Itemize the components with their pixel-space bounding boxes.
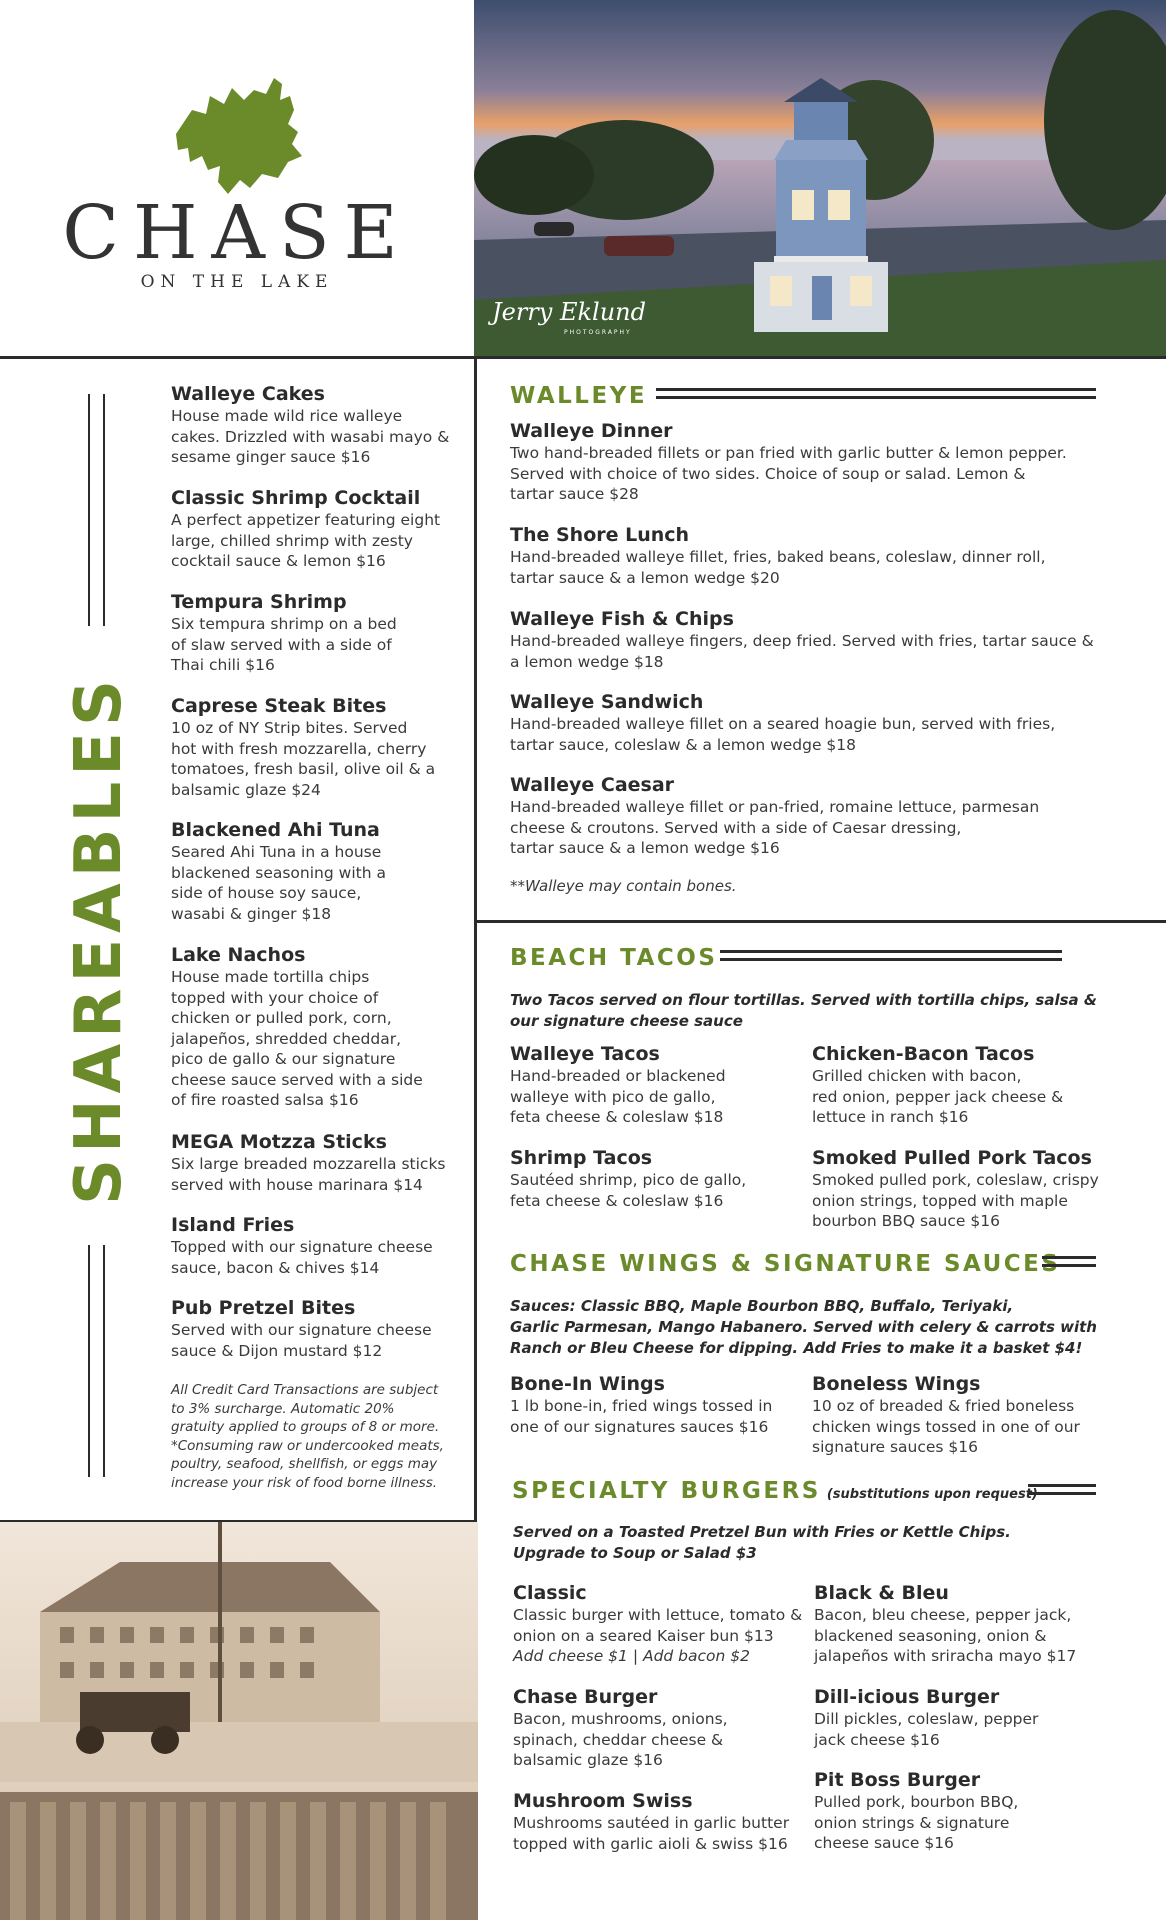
menu-item-description bbox=[171, 718, 471, 800]
menu-item bbox=[812, 1373, 1112, 1458]
text-line: Garlic Parmesan, Mango Habanero. Served with celery & carrots with bbox=[510, 1318, 1097, 1336]
menu-item bbox=[513, 1790, 813, 1854]
menu-item-description-line: feta cheese & coleslaw $16 bbox=[510, 1191, 724, 1210]
shareables-rule-bottom-2 bbox=[103, 1245, 105, 1477]
text-line: All Credit Card Transactions are subject bbox=[171, 1382, 439, 1398]
menu-item bbox=[510, 1147, 810, 1211]
menu-item-name: Blackened Ahi Tuna bbox=[171, 819, 380, 841]
menu-item-description-line: Grilled chicken with bacon, bbox=[812, 1067, 1022, 1085]
menu-item-description-line: Seared Ahi Tuna in a house bbox=[171, 843, 382, 861]
menu-item-description-line: House made wild rice walleye bbox=[171, 407, 403, 425]
burgers-intro bbox=[513, 1522, 1153, 1564]
menu-item-description bbox=[171, 1320, 471, 1361]
menu-item-description bbox=[814, 1605, 1114, 1667]
text-line: increase your risk of food borne illness. bbox=[171, 1474, 438, 1491]
menu-item-description-line: jalapeños with sriracha mayo $17 bbox=[814, 1647, 1077, 1665]
menu-item-description-line: large, chilled shrimp with zesty bbox=[171, 531, 413, 550]
menu-item-description-line: sesame ginger sauce $16 bbox=[171, 448, 371, 466]
menu-item bbox=[510, 691, 1110, 755]
menu-item-description-line: tartar sauce & a lemon wedge $16 bbox=[510, 839, 780, 857]
menu-item-description-line: House made tortilla chips bbox=[171, 968, 370, 986]
text-line: gratuity applied to groups of 8 or more. bbox=[171, 1419, 440, 1435]
menu-item-description-line: onion strings & signature bbox=[814, 1813, 1010, 1832]
photographer-signature: Jerry Eklund bbox=[492, 298, 646, 326]
menu-item-description-line: feta cheese & coleslaw $18 bbox=[510, 1108, 724, 1126]
divider-column bbox=[474, 356, 477, 1522]
menu-item bbox=[171, 1214, 471, 1278]
menu-item-description bbox=[510, 547, 1110, 588]
tacos-title: BEACH TACOS bbox=[510, 945, 718, 971]
menu-item-description-line: wasabi & ginger $18 bbox=[171, 904, 332, 923]
menu-item-description-line: Thai chili $16 bbox=[171, 656, 275, 674]
menu-item bbox=[171, 487, 471, 572]
menu-item-description-line: 1 lb bone-in, fried wings tossed in bbox=[510, 1397, 773, 1415]
text-line: *Consuming raw or undercooked meats, bbox=[171, 1437, 444, 1454]
text-line: Served on a Toasted Pretzel Bun with Fries or Kettle Chips. bbox=[513, 1523, 1011, 1541]
menu-item-name: Boneless Wings bbox=[812, 1373, 981, 1395]
menu-item-description-line: tomatoes, fresh basil, olive oil & a bbox=[171, 760, 436, 778]
menu-item-name: Black & Bleu bbox=[814, 1582, 949, 1604]
menu-item-description-line: Served with choice of two sides. Choice of soup or salad. Lemon & bbox=[510, 464, 1026, 483]
menu-item-description-line: spinach, cheddar cheese & bbox=[513, 1730, 724, 1749]
divider-top bbox=[0, 356, 1166, 359]
menu-item-description-line: cheese sauce $16 bbox=[814, 1834, 954, 1852]
menu-item-name: The Shore Lunch bbox=[510, 524, 690, 546]
menu-item-description-line: Six large breaded mozzarella sticks bbox=[171, 1155, 446, 1173]
menu-item-description-line: chicken wings tossed in one of our bbox=[812, 1417, 1080, 1436]
menu-item-description-line: of slaw served with a side of bbox=[171, 635, 392, 654]
text-line: Ranch or Bleu Cheese for dipping. Add Fries to make it a basket $4! bbox=[510, 1339, 1083, 1357]
shareables-rule-bottom bbox=[88, 1245, 90, 1477]
burgers-rule bbox=[1028, 1484, 1096, 1495]
menu-item-description-line: cheese sauce served with a side bbox=[171, 1070, 423, 1089]
vintage-hotel-photo bbox=[0, 1522, 478, 1920]
text-line: poultry, seafood, shellfish, or eggs may bbox=[171, 1456, 438, 1472]
menu-item bbox=[171, 819, 471, 924]
menu-item-description bbox=[814, 1792, 1114, 1854]
menu-item-description bbox=[510, 443, 1110, 505]
menu-item-description-line: 10 oz of breaded & fried boneless bbox=[812, 1397, 1075, 1415]
menu-item-description-line: Smoked pulled pork, coleslaw, crispy bbox=[812, 1171, 1099, 1189]
brand-name: CHASE bbox=[62, 190, 412, 276]
menu-item-name: Bone-In Wings bbox=[510, 1373, 665, 1395]
menu-item-name: Walleye Tacos bbox=[510, 1043, 660, 1065]
menu-item-name: Caprese Steak Bites bbox=[171, 695, 387, 717]
wings-title: CHASE WINGS & SIGNATURE SAUCES bbox=[510, 1251, 1061, 1277]
menu-item-description-line: A perfect appetizer featuring eight bbox=[171, 511, 441, 529]
burgers-title bbox=[512, 1478, 1038, 1504]
menu-item-description-line: Hand-breaded or blackened bbox=[510, 1067, 726, 1085]
logo-panel bbox=[0, 0, 474, 356]
tacos-rule bbox=[720, 950, 1062, 961]
menu-item-description-line: Sautéed shrimp, pico de gallo, bbox=[510, 1171, 747, 1189]
menu-item-name: Pub Pretzel Bites bbox=[171, 1297, 356, 1319]
menu-item-name: Island Fries bbox=[171, 1214, 295, 1236]
menu-item-description bbox=[510, 714, 1110, 755]
walleye-note: **Walleye may contain bones. bbox=[510, 877, 737, 895]
menu-item-description bbox=[513, 1605, 813, 1667]
menu-item bbox=[510, 774, 1110, 859]
menu-item-name: Classic bbox=[513, 1582, 587, 1604]
wings-rule bbox=[1042, 1256, 1096, 1267]
menu-item bbox=[171, 944, 471, 1111]
menu-item-description-line: lettuce in ranch $16 bbox=[812, 1108, 969, 1126]
menu-item-description-line: Dill pickles, coleslaw, pepper bbox=[814, 1710, 1039, 1728]
menu-item-description-line: balsamic glaze $24 bbox=[171, 780, 321, 799]
menu-item bbox=[171, 383, 471, 468]
menu-item-description-line: 10 oz of NY Strip bites. Served bbox=[171, 719, 408, 737]
menu-item bbox=[171, 695, 471, 800]
menu-item-description bbox=[510, 1066, 810, 1128]
brand-tagline: ON THE LAKE bbox=[140, 272, 334, 292]
menu-item-description bbox=[510, 797, 1110, 859]
menu-item-name: Chase Burger bbox=[513, 1686, 658, 1708]
menu-item-name: Walleye Dinner bbox=[510, 420, 673, 442]
menu-item-description-line: side of house soy sauce, bbox=[171, 884, 362, 902]
menu-item-description bbox=[171, 510, 471, 572]
menu-item-description-line: signature sauces $16 bbox=[812, 1438, 978, 1456]
shareables-note bbox=[171, 1381, 471, 1492]
menu-item-name: MEGA Motzza Sticks bbox=[171, 1131, 387, 1153]
burgers-subtitle: (substitutions upon request) bbox=[826, 1487, 1038, 1502]
menu-item-description-line: cakes. Drizzled with wasabi mayo & bbox=[171, 427, 450, 446]
menu-item-description-line: Hand-breaded walleye fillet on a seared hoagie bun, served with fries, bbox=[510, 715, 1056, 733]
menu-item-name: Walleye Cakes bbox=[171, 383, 325, 405]
menu-item-description-line: sauce & Dijon mustard $12 bbox=[171, 1341, 383, 1360]
menu-item-description-line: Served with our signature cheese bbox=[171, 1321, 432, 1339]
menu-item-description bbox=[171, 1237, 471, 1278]
walleye-rule bbox=[656, 388, 1096, 399]
menu-item-description bbox=[171, 1154, 471, 1195]
menu-item-description bbox=[171, 406, 471, 468]
text-line: Upgrade to Soup or Salad $3 bbox=[513, 1544, 757, 1562]
menu-item-description bbox=[510, 1170, 810, 1211]
menu-item-description bbox=[171, 614, 471, 676]
menu-item-description-line: Pulled pork, bourbon BBQ, bbox=[814, 1793, 1019, 1811]
menu-item-name: Walleye Sandwich bbox=[510, 691, 704, 713]
menu-item-name: Walleye Caesar bbox=[510, 774, 675, 796]
menu-item-description-line: cheese & croutons. Served with a side of Caesar dressing, bbox=[510, 818, 962, 837]
text-line: Sauces: Classic BBQ, Maple Bourbon BBQ, Buffalo, Teriyaki, bbox=[510, 1297, 1014, 1315]
menu-item-name: Walleye Fish & Chips bbox=[510, 608, 734, 630]
menu-item-description-line: red onion, pepper jack cheese & bbox=[812, 1087, 1064, 1106]
menu-item-description-line: blackened seasoning with a bbox=[171, 863, 386, 882]
menu-item-description bbox=[510, 1396, 810, 1437]
menu-item-description-line: jack cheese $16 bbox=[814, 1730, 940, 1749]
menu-item-description-line: topped with your choice of bbox=[171, 988, 379, 1007]
menu-item-description bbox=[812, 1170, 1112, 1232]
menu-item-description-line: Classic burger with lettuce, tomato & bbox=[513, 1606, 803, 1624]
menu-item-description-line: tartar sauce & a lemon wedge $20 bbox=[510, 568, 780, 587]
menu-item-description-line: Hand-breaded walleye fingers, deep fried. Served with fries, tartar sauce & bbox=[510, 632, 1094, 650]
menu-item-name: Tempura Shrimp bbox=[171, 591, 347, 613]
menu-item-description-line: one of our signatures sauces $16 bbox=[510, 1417, 769, 1436]
menu-item-description bbox=[814, 1709, 1114, 1750]
menu-item bbox=[510, 524, 1110, 588]
walleye-title: WALLEYE bbox=[510, 383, 648, 409]
menu-item bbox=[510, 608, 1110, 672]
shareables-rule-top-2 bbox=[103, 394, 105, 626]
menu-item-description-line: Six tempura shrimp on a bed bbox=[171, 615, 397, 633]
menu-item-name: Classic Shrimp Cocktail bbox=[171, 487, 421, 509]
menu-item bbox=[171, 591, 471, 676]
menu-item-description bbox=[513, 1709, 813, 1771]
menu-item bbox=[812, 1147, 1112, 1232]
menu-item-description-line: Hand-breaded walleye fillet, fries, baked beans, coleslaw, dinner roll, bbox=[510, 548, 1046, 566]
menu-item-description-line: topped with garlic aioli & swiss $16 bbox=[513, 1834, 788, 1853]
menu-item-name: Smoked Pulled Pork Tacos bbox=[812, 1147, 1092, 1169]
menu-item bbox=[510, 420, 1110, 505]
photographer-signature-sub: PHOTOGRAPHY bbox=[564, 329, 632, 336]
wings-intro bbox=[510, 1296, 1150, 1359]
menu-item-description-line: Bacon, mushrooms, onions, bbox=[513, 1710, 728, 1728]
burgers-title-text: SPECIALTY BURGERS bbox=[512, 1478, 821, 1504]
menu-item-description bbox=[812, 1066, 1112, 1128]
menu-item bbox=[513, 1582, 813, 1667]
menu-item-description-line: blackened seasoning, onion & bbox=[814, 1626, 1047, 1645]
menu-item bbox=[812, 1043, 1112, 1128]
menu-item-description-line: bourbon BBQ sauce $16 bbox=[812, 1212, 1000, 1230]
menu-item-name: Pit Boss Burger bbox=[814, 1769, 981, 1791]
lake-map-logo-icon bbox=[170, 70, 310, 200]
menu-item-name: Shrimp Tacos bbox=[510, 1147, 653, 1169]
text-line: to 3% surcharge. Automatic 20% bbox=[171, 1400, 395, 1417]
menu-item-description bbox=[510, 631, 1110, 672]
menu-item-description-line: balsamic glaze $16 bbox=[513, 1751, 663, 1769]
menu-item-description-line: onion strings, topped with maple bbox=[812, 1191, 1068, 1210]
menu-item bbox=[510, 1043, 810, 1128]
menu-item-description-line: Mushrooms sautéed in garlic butter bbox=[513, 1814, 790, 1832]
menu-item-description bbox=[812, 1396, 1112, 1458]
shareables-rule-top bbox=[88, 394, 90, 626]
menu-item bbox=[510, 1373, 810, 1437]
menu-item-description-line: jalapeños, shredded cheddar, bbox=[171, 1029, 402, 1048]
divider-walleye-bottom bbox=[474, 920, 1166, 923]
menu-item-description-line: Topped with our signature cheese bbox=[171, 1238, 433, 1256]
menu-item-extra: Add cheese $1 | Add bacon $2 bbox=[513, 1647, 750, 1665]
menu-item bbox=[171, 1297, 471, 1361]
menu-item bbox=[814, 1769, 1114, 1854]
menu-item-description-line: served with house marinara $14 bbox=[171, 1175, 423, 1194]
menu-item-description-line: pico de gallo & our signature bbox=[171, 1050, 396, 1068]
menu-item-description-line: chicken or pulled pork, corn, bbox=[171, 1009, 392, 1027]
text-line: our signature cheese sauce bbox=[510, 1012, 743, 1030]
menu-item-description-line: hot with fresh mozzarella, cherry bbox=[171, 739, 427, 758]
menu-item bbox=[814, 1582, 1114, 1667]
menu-item-description-line: a lemon wedge $18 bbox=[510, 652, 664, 671]
menu-item-description bbox=[171, 967, 471, 1111]
menu-item-description-line: tartar sauce $28 bbox=[510, 485, 639, 503]
menu-item-name: Dill-icious Burger bbox=[814, 1686, 1000, 1708]
menu-item-description-line: of fire roasted salsa $16 bbox=[171, 1091, 359, 1109]
menu-item bbox=[171, 1131, 471, 1195]
menu-item-description-line: Two hand-breaded fillets or pan fried with garlic butter & lemon pepper. bbox=[510, 444, 1067, 462]
text-line: Two Tacos served on flour tortillas. Served with tortilla chips, salsa & bbox=[510, 991, 1097, 1009]
menu-item-description-line: cocktail sauce & lemon $16 bbox=[171, 552, 386, 570]
menu-item-description-line: tartar sauce, coleslaw & a lemon wedge $18 bbox=[510, 735, 857, 754]
lighthouse-photo bbox=[474, 0, 1166, 358]
menu-item-description bbox=[513, 1813, 813, 1854]
menu-item-name: Lake Nachos bbox=[171, 944, 306, 966]
menu-item-description-line: sauce, bacon & chives $14 bbox=[171, 1258, 380, 1277]
menu-item-description-line: Bacon, bleu cheese, pepper jack, bbox=[814, 1606, 1072, 1624]
menu-item-name: Chicken-Bacon Tacos bbox=[812, 1043, 1035, 1065]
tacos-intro bbox=[510, 990, 1150, 1032]
menu-item bbox=[814, 1686, 1114, 1750]
menu-item-name: Mushroom Swiss bbox=[513, 1790, 693, 1812]
menu-item-description-line: Hand-breaded walleye fillet or pan-fried, romaine lettuce, parmesan bbox=[510, 798, 1040, 816]
menu-item-description-line: walleye with pico de gallo, bbox=[510, 1087, 716, 1106]
menu-item-description bbox=[171, 842, 471, 924]
menu-item-description-line: onion on a seared Kaiser bun $13 bbox=[513, 1626, 774, 1645]
menu-item bbox=[513, 1686, 813, 1771]
